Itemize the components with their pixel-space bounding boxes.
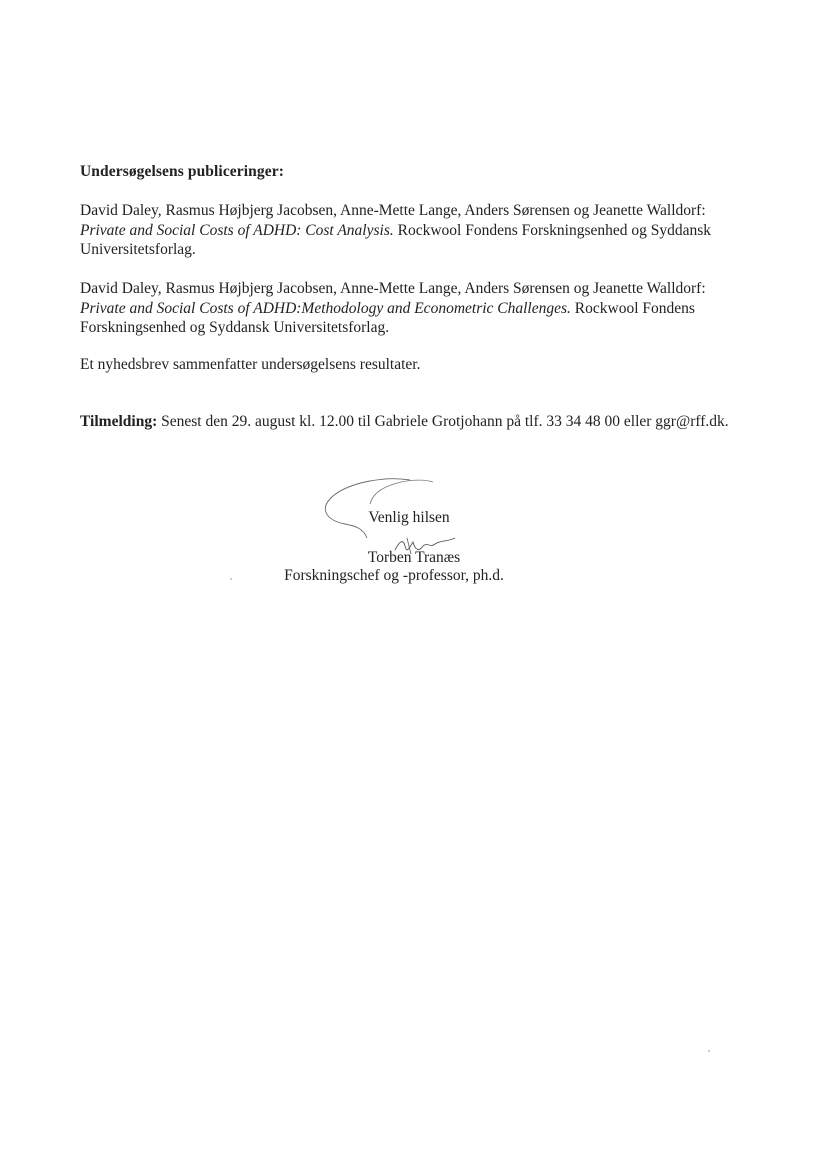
publication-1-authors: David Daley, Rasmus Højbjerg Jacobsen, Anne-Mette Lange, Anders Sørensen og Jeanette Walldorf:	[80, 202, 706, 219]
publications-heading: Undersøgelsens publiceringer:	[80, 163, 284, 180]
registration-paragraph	[80, 412, 746, 432]
publication-2-authors: David Daley, Rasmus Højbjerg Jacobsen, Anne-Mette Lange, Anders Sørensen og Jeanette Walldorf:	[80, 280, 706, 297]
signatory-position: Forskningschef og -professor, ph.d.	[284, 567, 504, 584]
closing-greeting: Venlig hilsen	[368, 509, 450, 526]
signatory-name: Torben Tranæs	[367, 549, 461, 566]
scan-speck	[708, 1050, 710, 1052]
scan-speck	[230, 578, 232, 580]
publication-2-title: Private and Social Costs of ADHD:Methodology and Econometric Challenges.	[80, 299, 571, 317]
publication-1-title: Private and Social Costs of ADHD: Cost Analysis.	[80, 221, 394, 239]
publication-1	[80, 201, 750, 260]
registration-label: Tilmelding:	[80, 413, 158, 430]
publication-1-publisher: Rockwool Fondens Forskningsenhed og Syddansk Universitetsforlag.	[80, 221, 712, 258]
publication-2-publisher: Rockwool Fondens Forskningsenhed og Syddansk Universitetsforlag.	[80, 299, 695, 336]
newsletter-note: Et nyhedsbrev sammenfatter undersøgelsens resultater.	[80, 356, 421, 373]
registration-text: Senest den 29. august kl. 12.00 til Gabriele Grotjohann på tlf. 33 34 48 00 eller ggr@rff.dk.	[161, 413, 729, 430]
publication-2	[80, 279, 750, 338]
